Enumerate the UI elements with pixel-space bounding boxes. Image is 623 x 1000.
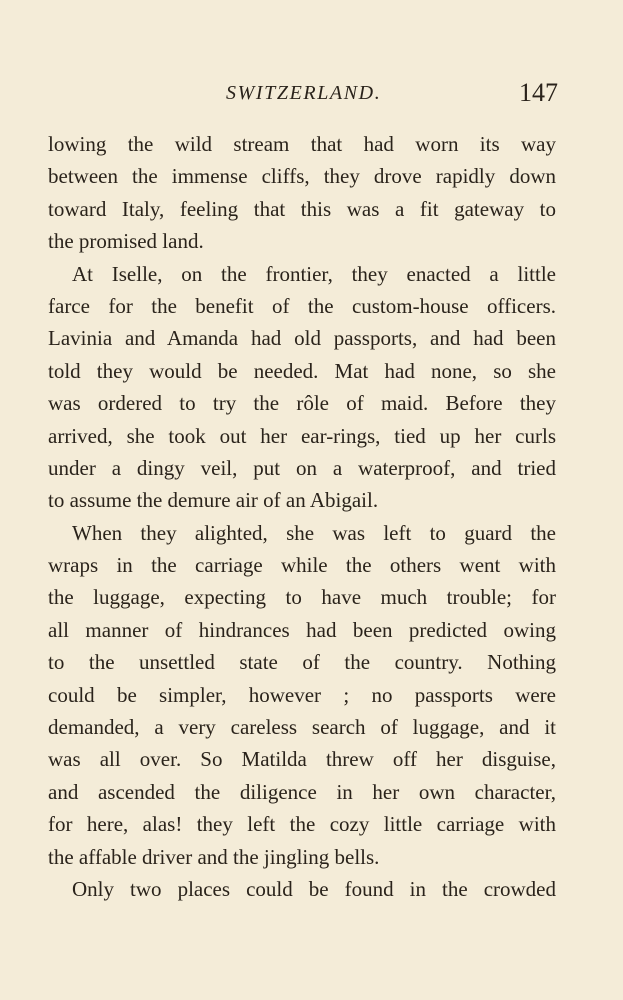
body-text	[48, 128, 556, 905]
text-line: lowing the wild stream that had worn its way	[48, 132, 556, 156]
text-line: told they would be needed. Mat had none, so she	[48, 358, 556, 383]
text-line: arrived, she took out her ear-rings, tied up her curls	[48, 423, 556, 448]
text-line: farce for the benefit of the custom-house officers.	[48, 293, 556, 318]
text-line: toward Italy, feeling that this was a fit gateway to	[48, 196, 556, 221]
text-line: for here, alas! they left the cozy little carriage with	[48, 812, 556, 837]
running-head: SWITZERLAND.	[226, 82, 382, 104]
page-header	[48, 78, 558, 112]
text-line: When they alighted, she was left to guard the	[72, 520, 556, 545]
text-line: to the unsettled state of the country. Nothing	[48, 650, 556, 675]
text-line: could be simpler, however ; no passports were	[48, 682, 556, 707]
text-line: the affable driver and the jingling bells.	[48, 844, 380, 869]
text-line: At Iselle, on the frontier, they enacted a little	[72, 261, 556, 286]
text-line: wraps in the carriage while the others went with	[48, 553, 556, 578]
text-line: was ordered to try the rôle of maid. Before they	[48, 391, 556, 416]
text-line: between the immense cliffs, they drove rapidly down	[48, 164, 556, 189]
text-line: was all over. So Matilda threw off her disguise,	[48, 747, 556, 772]
text-line: Lavinia and Amanda had old passports, and had been	[48, 326, 556, 351]
text-line: the luggage, expecting to have much trouble; for	[48, 585, 556, 610]
text-line: all manner of hindrances had been predicted owing	[48, 617, 556, 642]
text-line: the promised land.	[48, 229, 204, 254]
text-line: Only two places could be found in the crowded	[72, 876, 556, 901]
text-line: demanded, a very careless search of luggage, and it	[48, 715, 556, 740]
text-line: to assume the demure air of an Abigail.	[48, 488, 379, 513]
text-line: and ascended the diligence in her own character,	[48, 779, 556, 804]
page-number: 147	[519, 78, 558, 107]
text-line: under a dingy veil, put on a waterproof, and tried	[48, 455, 556, 480]
